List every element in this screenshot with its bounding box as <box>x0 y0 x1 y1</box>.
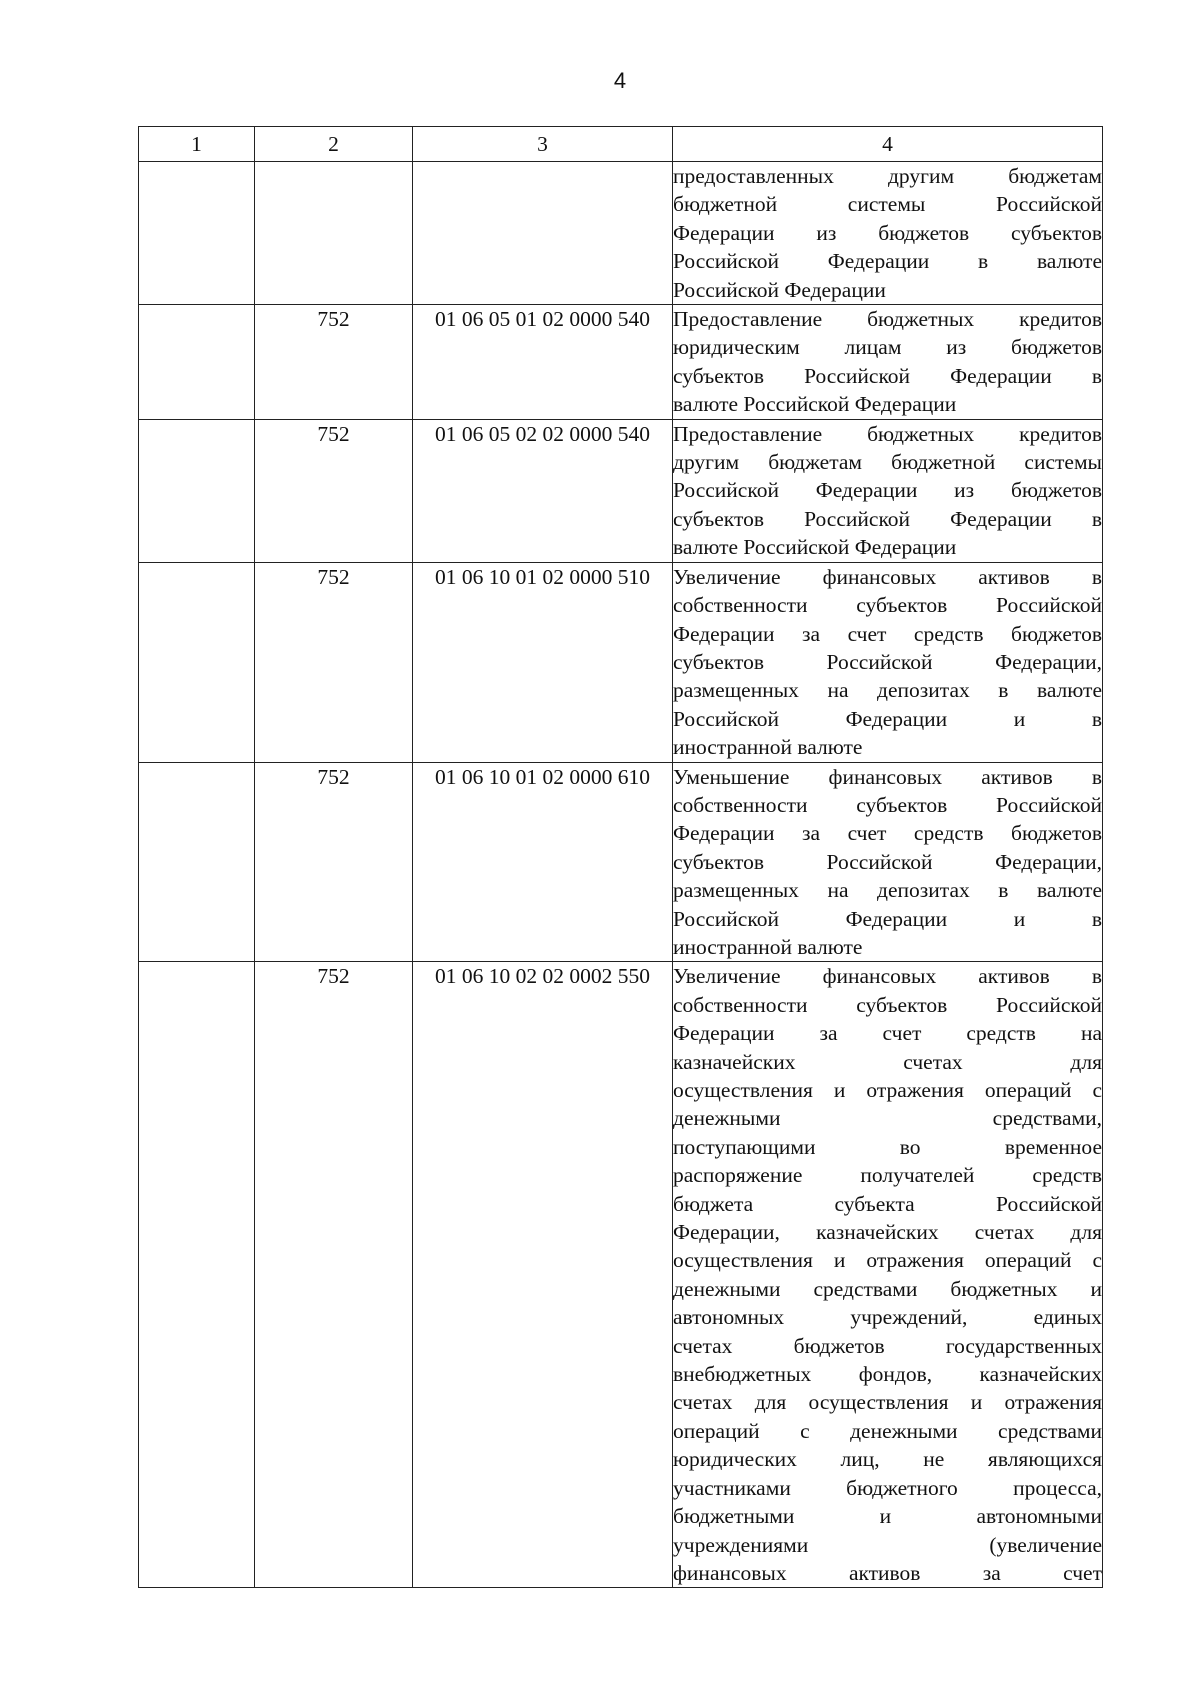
cell-col-1 <box>139 162 255 305</box>
table-header-row <box>139 127 1103 162</box>
description-cell <box>673 762 1103 962</box>
table-row <box>139 562 1103 762</box>
header-col-4: 4 <box>673 127 1103 162</box>
description-line: Федерации за счет средств бюджетов <box>673 621 1102 646</box>
description-line: субъектов Российской Федерации, <box>673 649 1102 674</box>
description-line: размещенных на депозитах в валюте <box>673 878 1102 903</box>
description-line: валюте Российской Федерации <box>673 535 957 560</box>
description-line: бюджета субъекта Российской <box>673 1191 1102 1216</box>
description-line: предоставленных другим бюджетам <box>673 164 1102 188</box>
description-line: иностранной валюте <box>673 934 863 959</box>
description-line: поступающими во временное <box>673 1134 1102 1159</box>
description-line: бюджетными и автономными <box>673 1504 1102 1529</box>
cell-col-1 <box>139 562 255 762</box>
budget-classification-code-cell: 01 06 05 01 02 0000 540 <box>413 305 673 420</box>
header-col-2: 2 <box>255 127 413 162</box>
description-line: денежными средствами, <box>673 1106 1102 1131</box>
budget-classification-code-cell: 01 06 10 01 02 0000 610 <box>413 762 673 962</box>
description-line: Российской Федерации <box>673 277 886 302</box>
description-line: другим бюджетам бюджетной системы <box>673 450 1102 475</box>
header-col-3: 3 <box>413 127 673 162</box>
description-line: Федерации за счет средств на <box>673 1021 1102 1046</box>
description-line: осуществления и отражения операций с <box>673 1078 1102 1102</box>
page-number: 4 <box>613 68 627 93</box>
admin-code-cell: 752 <box>255 305 413 420</box>
description-line: Российской Федерации и в <box>673 706 1102 731</box>
description-line: субъектов Российской Федерации, <box>673 849 1102 874</box>
cell-col-1 <box>139 419 255 562</box>
admin-code-cell: 752 <box>255 419 413 562</box>
description-line: юридическим лицам из бюджетов <box>673 335 1102 360</box>
description-cell <box>673 962 1103 1588</box>
description-line: Увеличение финансовых активов в <box>673 964 1102 989</box>
description-line: казначейских счетах для <box>673 1049 1102 1074</box>
description-cell <box>673 162 1103 305</box>
description-cell <box>673 562 1103 762</box>
description-line: Федерации из бюджетов субъектов <box>673 220 1102 245</box>
cell-col-1 <box>139 762 255 962</box>
cell-col-1 <box>139 305 255 420</box>
description-line: валюте Российской Федерации <box>673 392 957 417</box>
description-line: размещенных на депозитах в валюте <box>673 678 1102 703</box>
description-line: Российской Федерации в валюте <box>673 249 1102 274</box>
description-line: юридических лиц, не являющихся <box>673 1447 1102 1472</box>
description-line: бюджетной системы Российской <box>673 192 1102 217</box>
admin-code-cell: 752 <box>255 962 413 1588</box>
description-line: Федерации, казначейских счетах для <box>673 1220 1102 1245</box>
description-line: собственности субъектов Российской <box>673 593 1102 618</box>
description-cell <box>673 305 1103 420</box>
description-line: Предоставление бюджетных кредитов <box>673 421 1102 446</box>
description-line: автономных учреждений, единых <box>673 1305 1102 1330</box>
description-line: внебюджетных фондов, казначейских <box>673 1362 1102 1387</box>
budget-classification-code-cell <box>413 162 673 305</box>
admin-code-cell: 752 <box>255 562 413 762</box>
admin-code-cell: 752 <box>255 762 413 962</box>
table-body <box>139 162 1103 1588</box>
description-line: Российской Федерации и в <box>673 906 1102 931</box>
budget-classification-code-cell: 01 06 10 02 02 0002 550 <box>413 962 673 1588</box>
table-row <box>139 962 1103 1588</box>
description-line: иностранной валюте <box>673 735 863 760</box>
description-line: собственности субъектов Российской <box>673 992 1102 1017</box>
budget-classification-code-cell: 01 06 10 01 02 0000 510 <box>413 562 673 762</box>
description-line: субъектов Российской Федерации в <box>673 363 1102 388</box>
description-line: субъектов Российской Федерации в <box>673 506 1102 531</box>
description-line: собственности субъектов Российской <box>673 792 1102 817</box>
description-line: денежными средствами бюджетных и <box>673 1276 1102 1301</box>
cell-col-1 <box>139 962 255 1588</box>
description-line: счетах для осуществления и отражения <box>673 1390 1102 1415</box>
description-line: финансовых активов за счет <box>673 1560 1102 1585</box>
description-cell <box>673 419 1103 562</box>
table-row <box>139 162 1103 305</box>
description-line: счетах бюджетов государственных <box>673 1333 1102 1358</box>
budget-codes-table <box>138 126 1103 1588</box>
description-line: учреждениями (увеличение <box>673 1532 1102 1557</box>
description-line: операций с денежными средствами <box>673 1418 1102 1443</box>
table-row <box>139 419 1103 562</box>
description-line: распоряжение получателей средств <box>673 1163 1102 1188</box>
table-row <box>139 762 1103 962</box>
description-line: Уменьшение финансовых активов в <box>673 764 1102 789</box>
admin-code-cell <box>255 162 413 305</box>
description-line: осуществления и отражения операций с <box>673 1248 1102 1273</box>
table-row <box>139 305 1103 420</box>
description-line: Увеличение финансовых активов в <box>673 564 1102 589</box>
description-line: Федерации за счет средств бюджетов <box>673 821 1102 846</box>
description-line: Предоставление бюджетных кредитов <box>673 307 1102 332</box>
description-line: Российской Федерации из бюджетов <box>673 478 1102 503</box>
budget-classification-code-cell: 01 06 05 02 02 0000 540 <box>413 419 673 562</box>
description-line: участниками бюджетного процесса, <box>673 1475 1102 1500</box>
header-col-1: 1 <box>139 127 255 162</box>
